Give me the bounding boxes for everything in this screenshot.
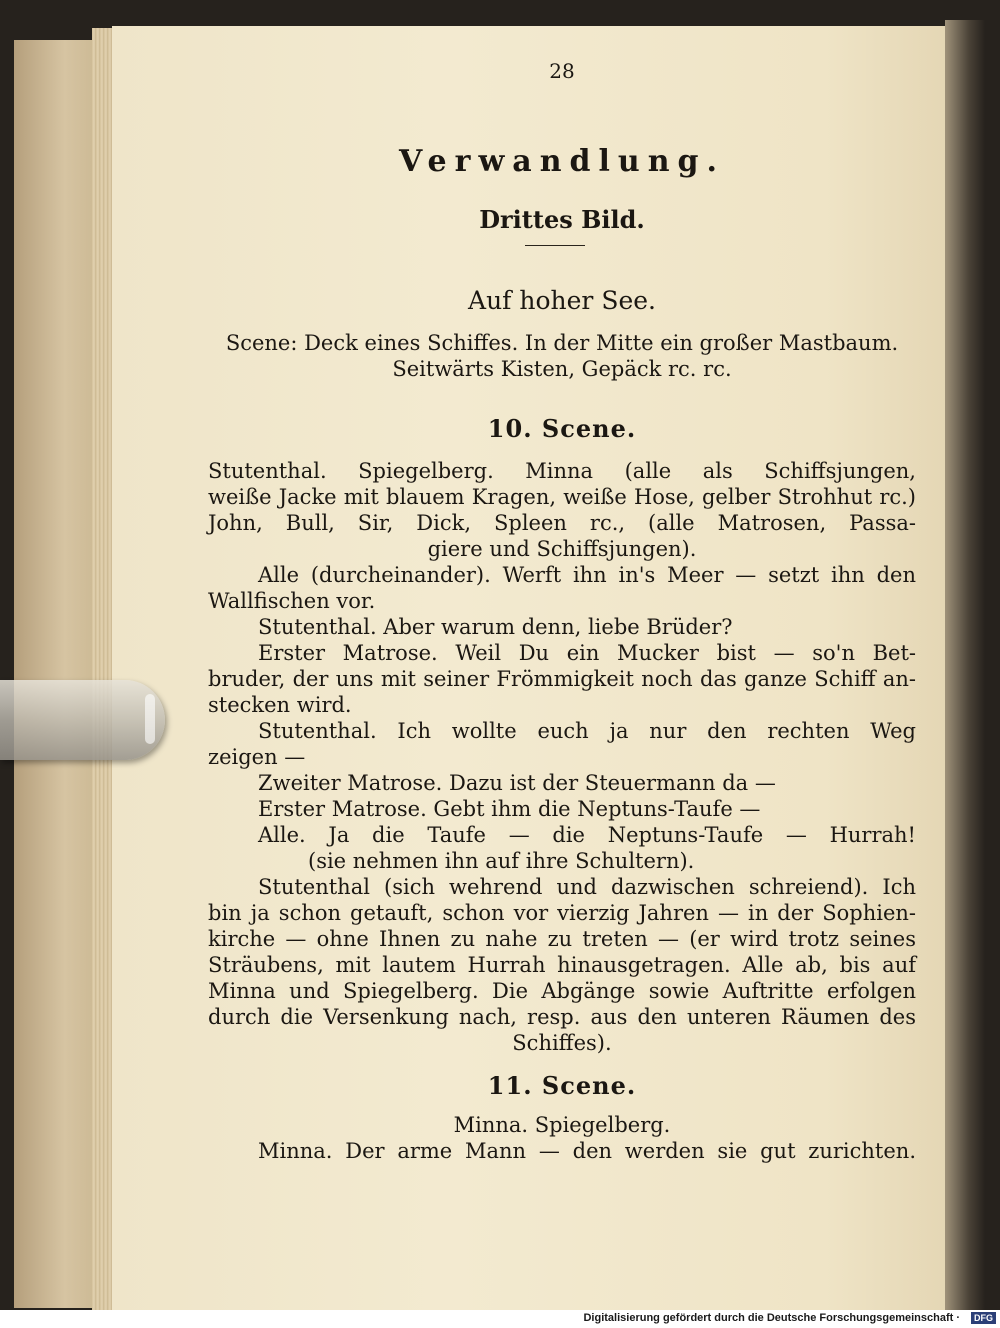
text-line: Zweiter Matrose. Dazu ist der Steuermann da — xyxy=(258,771,776,795)
scene-10-text xyxy=(208,458,916,1056)
text-line: Minna. Spiegelberg. xyxy=(453,1113,671,1137)
text-line: Wallfischen vor. xyxy=(208,589,376,613)
text-line: Erster Matrose. Weil Du ein Mucker bist — so'n Bet- xyxy=(258,641,916,665)
text-line: bin ja schon getauft, schon vor vierzig Jahren — in der Sophien- xyxy=(208,901,916,925)
scene-description-line: Seitwärts Kisten, Gepäck rc. rc. xyxy=(392,357,732,381)
text-line: John, Bull, Sir, Dick, Spleen rc., (alle Matrosen, Passa- xyxy=(208,511,916,535)
text-line: Stutenthal. Spiegelberg. Minna (alle als Schiffsjungen, xyxy=(208,459,916,483)
text-line: (sie nehmen ihn auf ihre Schultern). xyxy=(308,849,695,873)
text-line: Minna und Spiegelberg. Die Abgänge sowie Auftritte erfolgen xyxy=(208,979,916,1003)
page-number: 28 xyxy=(549,59,575,83)
title-rule xyxy=(525,245,585,246)
page-stack-edge xyxy=(92,28,114,1312)
text-line: Erster Matrose. Gebt ihm die Neptuns-Taufe — xyxy=(258,797,761,821)
text-line: Stutenthal. Ich wollte euch ja nur den rechten Weg xyxy=(258,719,916,743)
text-line: Alle. Ja die Taufe — die Neptuns-Taufe — Hurrah! xyxy=(258,823,916,847)
text-line: Sträubens, mit lautem Hurrah hinausgetragen. Alle ab, bis auf xyxy=(208,953,916,977)
text-line: Alle (durcheinander). Werft ihn in's Meer — setzt ihn den xyxy=(258,563,916,587)
text-line: stecken wird. xyxy=(208,693,352,717)
text-line: Stutenthal (sich wehrend und dazwischen schreiend). Ich xyxy=(258,875,916,899)
text-line: durch die Versenkung nach, resp. aus den unteren Räumen des xyxy=(208,1005,916,1029)
text-line: giere und Schiffsjungen). xyxy=(427,537,697,561)
text-line: kirche — ohne Ihnen zu nahe zu treten — (er wird trotz seines xyxy=(208,927,916,951)
scene-11-text xyxy=(208,1112,916,1164)
text-line: weiße Jacke mit blauem Kragen, weiße Hose, gelber Strohhut rc.) xyxy=(208,485,916,509)
dfg-logo: DFG xyxy=(971,1312,996,1324)
gutter-shadow xyxy=(945,20,985,1310)
text-line: bruder, der uns mit seiner Frömmigkeit noch das ganze Schiff an- xyxy=(208,667,916,691)
scene-description-line: Scene: Deck eines Schiffes. In der Mitte ein großer Mastbaum. xyxy=(225,331,899,355)
tableau-title: Drittes Bild. xyxy=(479,205,645,234)
text-line: zeigen — xyxy=(208,745,306,769)
text-line: Schiffes). xyxy=(512,1031,612,1055)
scene-10-heading: 10. Scene. xyxy=(487,414,637,443)
setting-title: Auf hoher See. xyxy=(468,286,656,315)
text-line: Stutenthal. Aber warum denn, liebe Brüder? xyxy=(258,615,733,639)
footer-credit: Digitalisierung gefördert durch die Deutsche Forschungsgemeinschaft · xyxy=(583,1312,960,1324)
text-line: Minna. Der arme Mann — den werden sie gut zurichten. xyxy=(258,1139,916,1163)
digitization-footer xyxy=(0,1310,1000,1328)
act-title: Verwandlung. xyxy=(399,144,725,179)
scene-11-heading: 11. Scene. xyxy=(487,1071,637,1100)
page-clip xyxy=(0,680,165,760)
scene-description xyxy=(208,330,916,382)
